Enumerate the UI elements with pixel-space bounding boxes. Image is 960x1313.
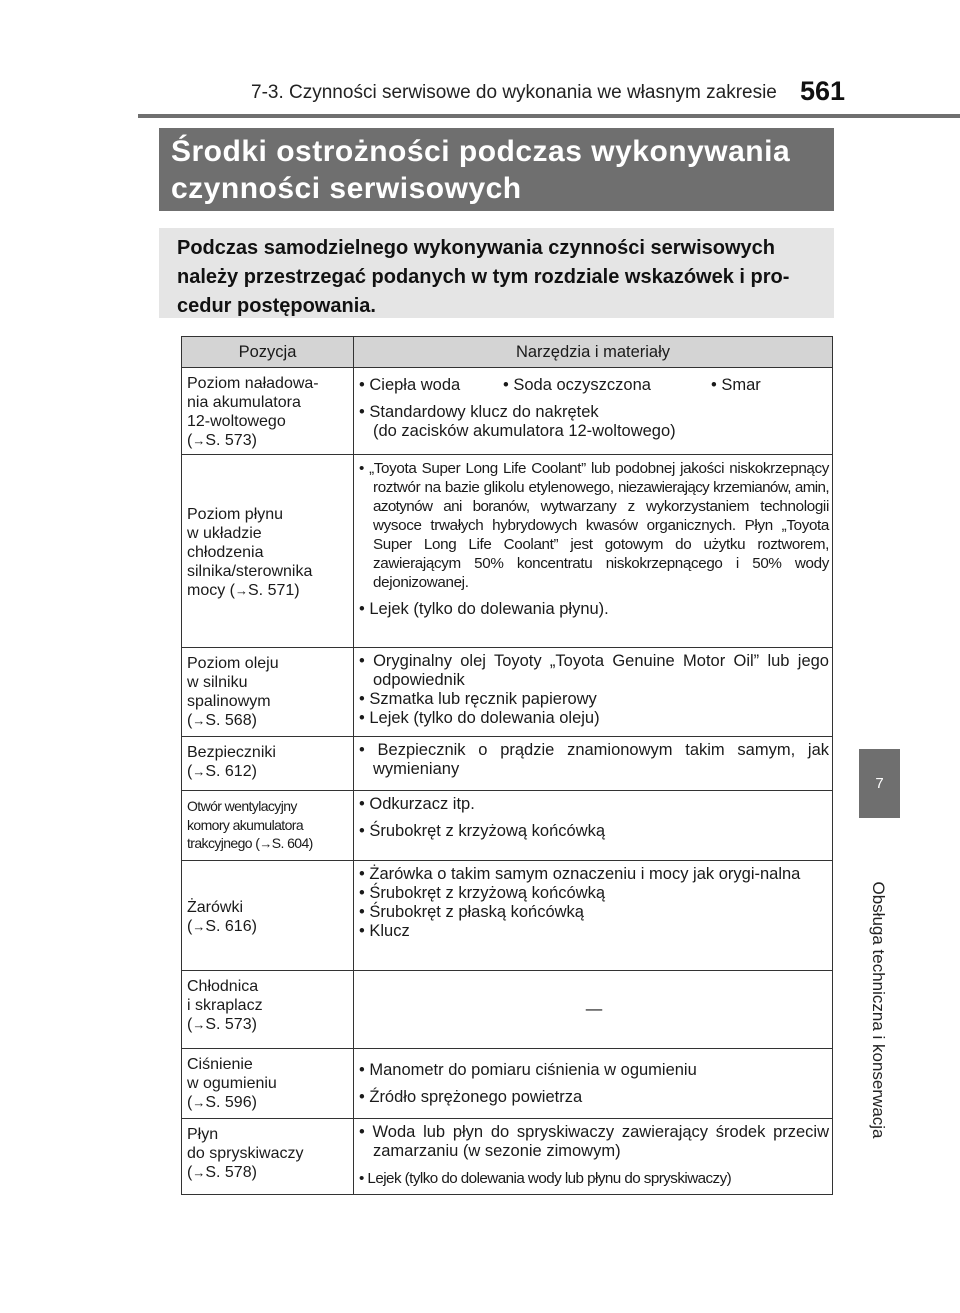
row-tools: — [354,971,833,1049]
column-header-position: Pozycja [182,337,354,368]
arrow-icon: → [192,713,206,728]
row-tools: • Bezpiecznik o prądzie znamionowym takim samym, jak wymieniany [354,737,833,791]
arrow-icon: → [192,433,206,448]
arrow-icon: → [192,764,206,779]
arrow-icon: → [192,1017,206,1032]
row-position: Płyn do spryskiwaczy (→S. 578) [182,1119,354,1195]
row-tools: • Odkurzacz itp. • Śrubokręt z krzyżową końcówką [354,791,833,861]
table-row [182,1049,833,1119]
table-row [182,455,833,648]
title-line-1: Środki ostrożności podczas wykonywania [171,135,791,168]
chapter-label: Obsługa techniczna i konserwacja [869,881,888,1139]
row-position: Ciśnienie w ogumieniu (→S. 596) [182,1049,354,1119]
intro-box [159,228,834,318]
table-row [182,1119,833,1195]
arrow-icon: → [192,918,206,934]
row-position: Bezpieczniki (→S. 612) [182,737,354,791]
tools-table [181,336,833,1195]
row-tools: • Woda lub płyn do spryskiwaczy zawierający środek przeciw zamarzaniu (w sezonie zimowym) • Lejek (tylko do dolewania wody lub płynu do spryskiwaczy) [354,1119,833,1195]
row-position: Otwór wentylacyjny komory akumulatora trakcyjnego (→S. 604) [182,791,354,861]
row-tools: • Oryginalny olej Toyoty „Toyota Genuine Motor Oil” lub jego odpowiednik • Szmatka lub ręcznik papierowy • Lejek (tylko do dolewania oleju) [354,648,833,737]
table-row [182,368,833,455]
table-row [182,791,833,861]
page-title [159,128,834,211]
row-position: Żarówki (→S. 616) [182,861,354,971]
row-position: Chłodnica i skraplacz (→S. 573) [182,971,354,1049]
page-number: 561 [800,76,846,106]
title-line-2: czynności serwisowych [171,172,522,205]
row-tools: • „Toyota Super Long Life Coolant” lub podobnej jakości niskokrzepnący roztwór na bazie glikolu etylenowego, niezawierający krzemianów, amin, azotynów ani boranów, wytwarzany z wykorzystaniem technologii wysoce trwałych hybrydowych kwasów organicznych. Płyn „Toyota Super Long Life Coolant” jest gotowym do użytku roztworem, zawierającym 50% koncentratu niskokrzepnącego i 50% wody dejonizowanej. • Lejek (tylko do dolewania płynu). [354,455,833,648]
intro-line-3: cedur postępowania. [177,295,376,317]
intro-line-2: należy przestrzegać podanych w tym rozdziale wskazówek i pro- [177,266,790,288]
row-position: Poziom oleju w silniku spalinowym (→S. 568) [182,648,354,737]
intro-line-1: Podczas samodzielnego wykonywania czynności serwisowych [177,237,775,259]
row-position: Poziom płynu w układzie chłodzenia silnika/sterownika mocy (→S. 571) [182,455,354,648]
row-tools: • Ciepła woda • Soda oczyszczona • Smar • Standardowy klucz do nakrętek (do zacisków akumulatora 12-woltowego) [354,368,833,455]
row-tools: • Żarówka o takim samym oznaczeniu i mocy jak orygi-nalna • Śrubokręt z krzyżową końcówką • Śrubokręt z płaską końcówką • Klucz [354,861,833,971]
arrow-icon: → [192,1165,206,1180]
row-tools: • Manometr do pomiaru ciśnienia w ogumieniu • Źródło sprężonego powietrza [354,1049,833,1119]
table-row [182,971,833,1049]
table-row [182,861,833,971]
header-rule [138,114,960,118]
chapter-tab: 7 [859,749,900,818]
arrow-icon: → [235,582,248,598]
section-header: 7-3. Czynności serwisowe do wykonania we własnym zakresie [251,82,777,103]
row-position: Poziom naładowa- nia akumulatora 12-woltowego (→S. 573) [182,368,354,455]
table-row [182,737,833,791]
arrow-icon: → [192,1095,206,1110]
arrow-icon: → [259,836,272,851]
column-header-tools: Narzędzia i materiały [354,337,833,368]
table-header-row [182,337,833,368]
table-row [182,648,833,737]
